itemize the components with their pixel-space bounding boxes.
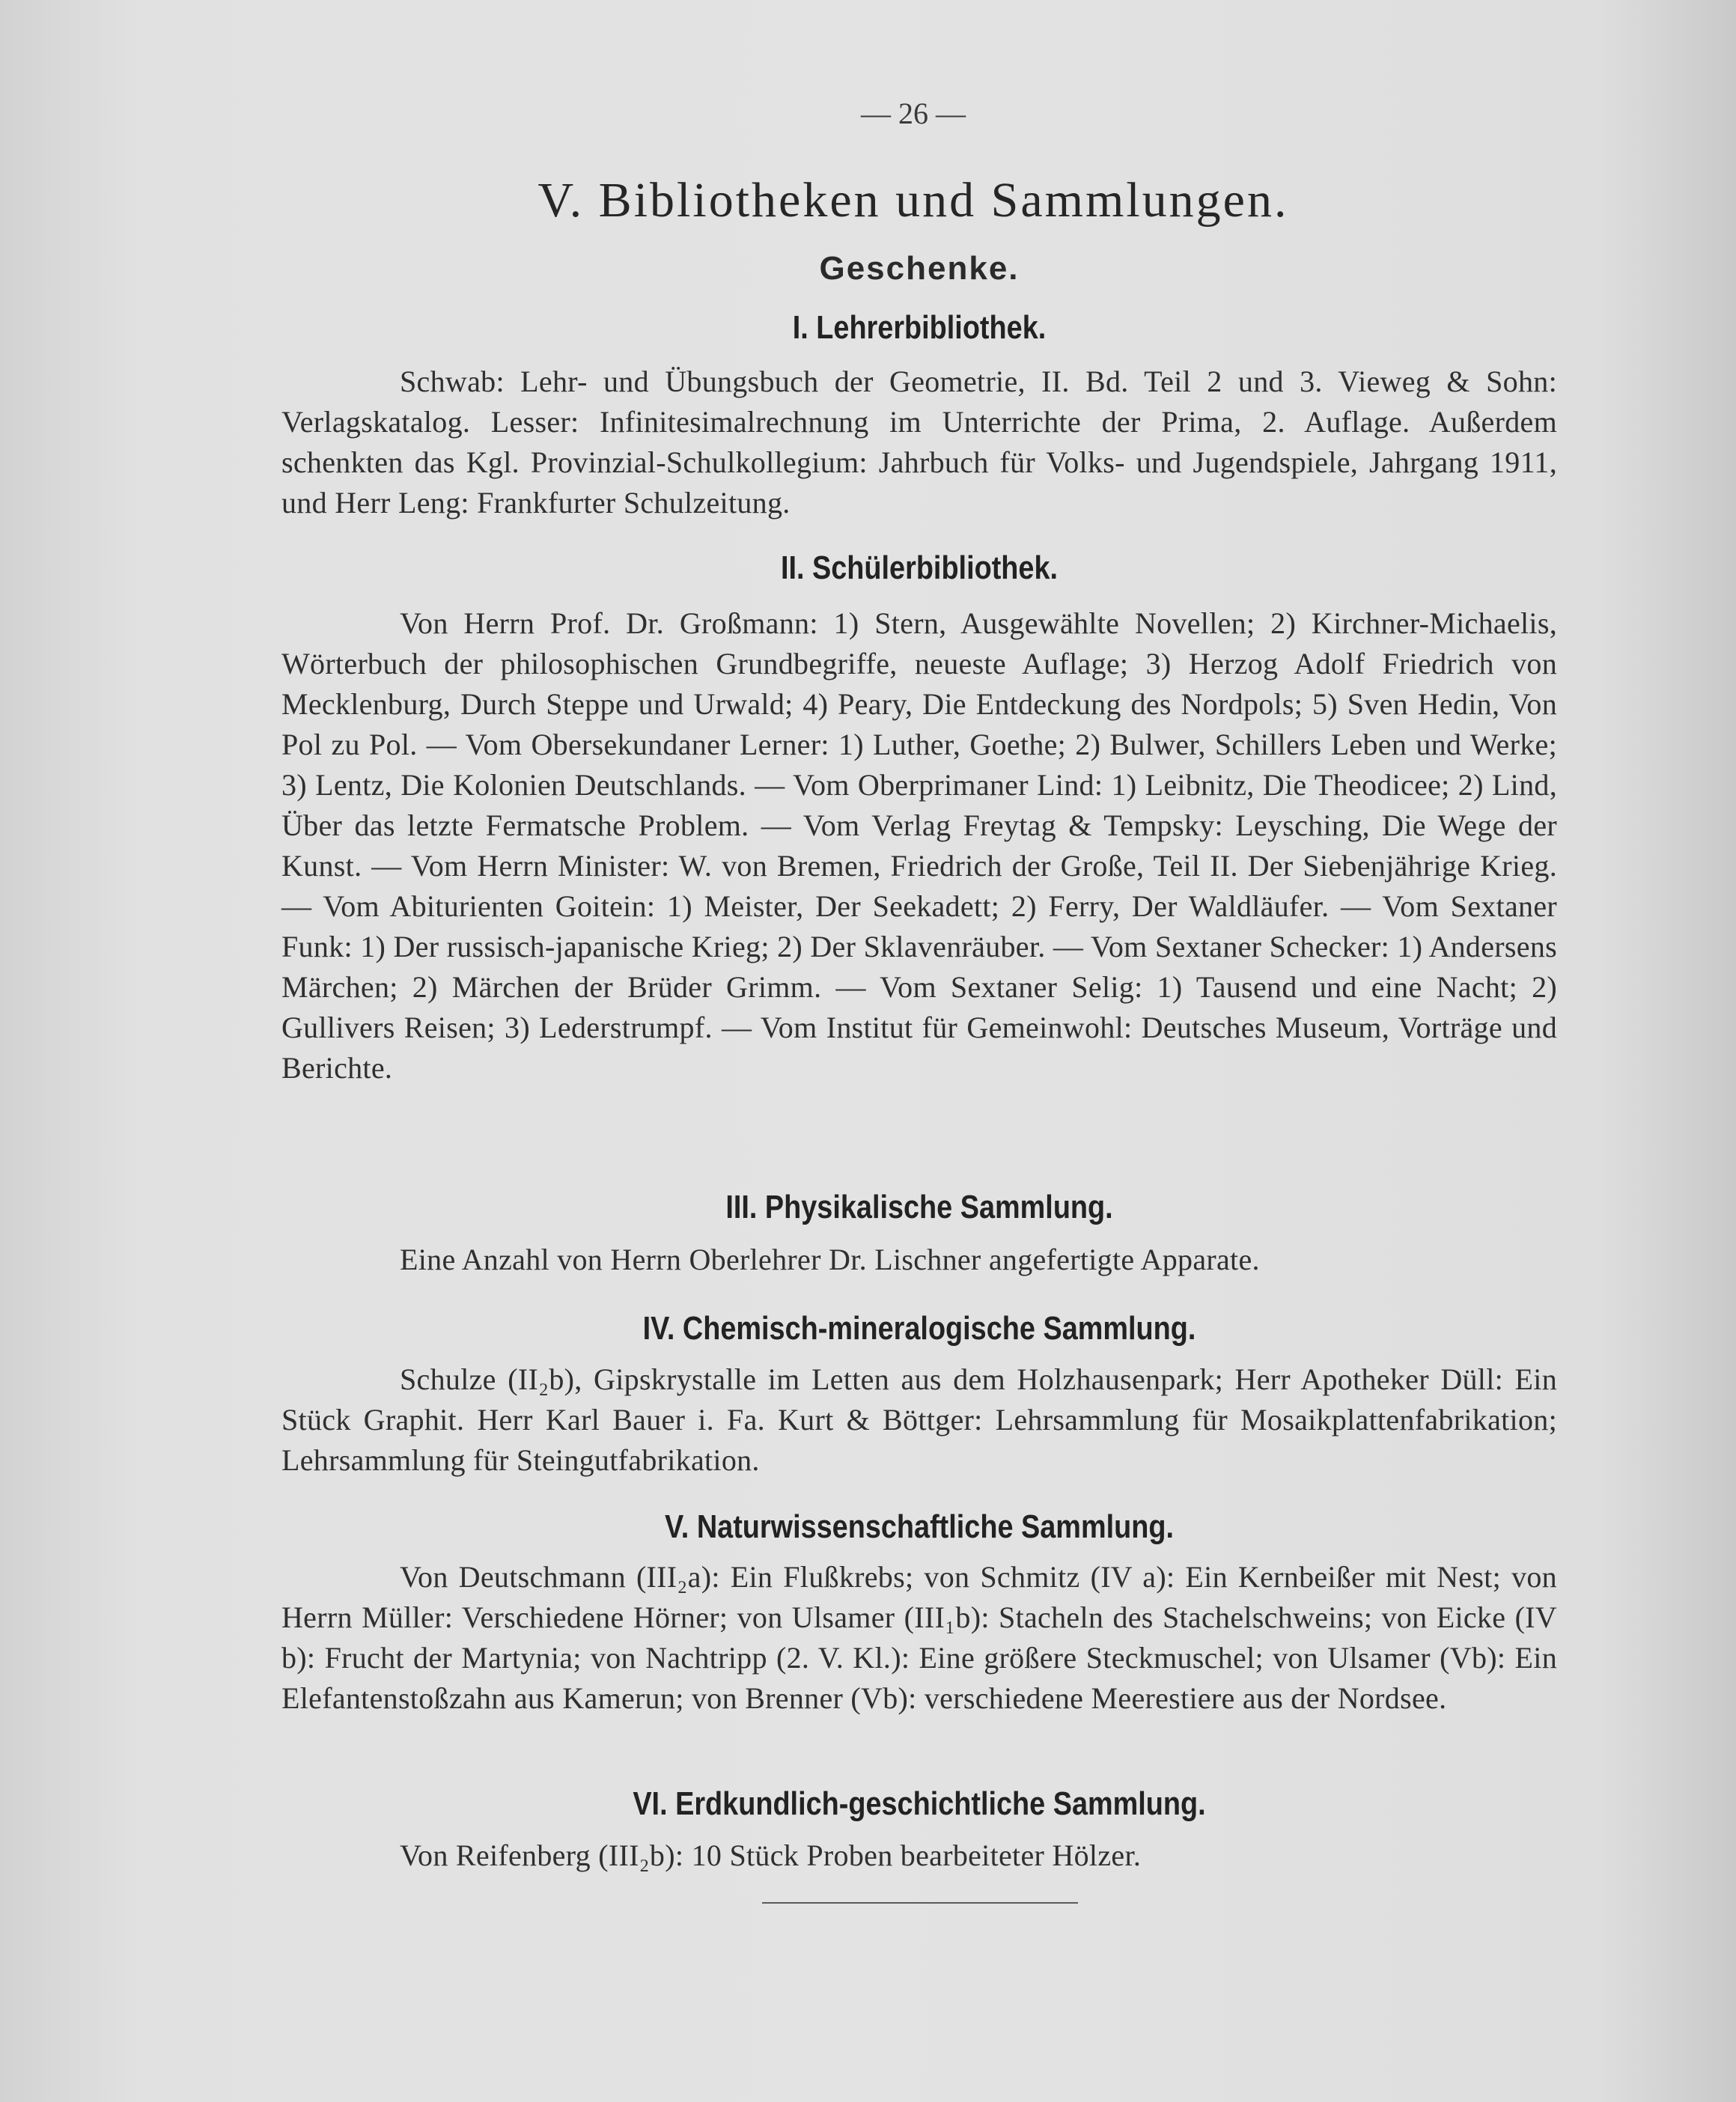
chapter-title: V. Bibliotheken und Sammlungen.	[537, 173, 1289, 228]
section-heading-naturwissenschaftliche-sammlung: V. Naturwissenschaftliche Sammlung.	[665, 1508, 1174, 1545]
section-heading-physikalische-sammlung: III. Physikalische Sammlung.	[725, 1189, 1113, 1225]
page-number: — 26 —	[861, 97, 966, 130]
section-body-erdkundlich-geschichtliche-sammlung: Von Reifenberg (III₂b): 10 Stück Proben bearbeiteter Hölzer.	[400, 1839, 1142, 1872]
section-heading-chemisch-mineralogische-sammlung: IV. Chemisch-mineralogische Sammlung.	[642, 1310, 1196, 1347]
section-heading-erdkundlich-geschichtliche-sammlung: VI. Erdkundlich-geschichtliche Sammlung.	[633, 1785, 1206, 1822]
section-heading-schuelerbibliothek: II. Schülerbibliothek.	[780, 549, 1059, 586]
section-body-chemisch-mineralogische-sammlung: Schulze (II₂b), Gipskrystalle im Letten aus dem Holzhausenpark; Herr Apotheker Düll: Ein Stück Graphit. Herr Karl Bauer i. Fa. Kurt & Böttger: Lehrsammlung für Mosaikplattenfabrikation; Lehrsammlung für Steingutfabrikation.	[281, 1362, 1557, 1477]
section-body-schuelerbibliothek: Von Herrn Prof. Dr. Großmann: 1) Stern, Ausgewählte Novellen; 2) Kirchner-Michaelis, Wörterbuch der philosophischen Grundbegriffe, neueste Auflage; 3) Herzog Adolf Friedrich von Mecklenburg, Durch Steppe und Urwald; 4) Peary, Die Entdeckung des Nordpols; 5) Sven Hedin, Von Pol zu Pol. — Vom Obersekundaner Lerner: 1) Luther, Goethe; 2) Bulwer, Schillers Leben und Werke; 3) Lentz, Die Kolonien Deutschlands. — Vom Oberprimaner Lind: 1) Leibnitz, Die Theodicee; 2) Lind, Über das letzte Fermatsche Problem. — Vom Verlag Freytag & Tempsky: Leysching, Die Wege der Kunst. — Vom Herrn Minister: W. von Bremen, Friedrich der Große, Teil II. Der Siebenjährige Krieg. — Vom Abiturienten Goitein: 1) Meister, Der Seekadett; 2) Ferry, Der Waldläufer. — Vom Sextaner Funk: 1) Der russisch-japanische Krieg; 2) Der Sklavenräuber. — Vom Sextaner Schecker: 1) Andersens Märchen; 2) Märchen der Brüder Grimm. — Vom Sextaner Selig: 1) Tausend und eine Nacht; 2) Gullivers Reisen; 3) Lederstrumpf. — Vom Institut für Gemeinwohl: Deutsches Museum, Vorträge und Berichte.	[281, 606, 1557, 1085]
end-rule	[762, 1902, 1078, 1904]
section-body-physikalische-sammlung: Eine Anzahl von Herrn Oberlehrer Dr. Lischner angefertigte Apparate.	[400, 1243, 1260, 1276]
section-heading-lehrerbibliothek: I. Lehrerbibliothek.	[792, 309, 1047, 346]
section-body-naturwissenschaftliche-sammlung: Von Deutschmann (III₂a): Ein Flußkrebs; von Schmitz (IV a): Ein Kernbeißer mit Nest; von Herrn Müller: Verschiedene Hörner; von Ulsamer (III₁b): Stacheln des Stachelschweins; von Eicke (IV b): Frucht der Martynia; von Nachtripp (2. V. Kl.): Eine größere Steckmuschel; von Ulsamer (Vb): Ein Elefantenstoßzahn aus Kamerun; von Brenner (Vb): verschiedene Meerestiere aus der Nordsee.	[281, 1560, 1557, 1715]
section-body-lehrerbibliothek: Schwab: Lehr- und Übungsbuch der Geometrie, II. Bd. Teil 2 und 3. Vieweg & Sohn: Verlagskatalog. Lesser: Infinitesimalrechnung im Unterrichte der Prima, 2. Auflage. Außerdem schenkten das Kgl. Provinzial-Schulkollegium: Jahrbuch für Volks- und Jugendspiele, Jahrgang 1911, und Herr Leng: Frankfurter Schulzeitung.	[281, 365, 1557, 520]
chapter-subtitle: Geschenke.	[819, 250, 1020, 287]
